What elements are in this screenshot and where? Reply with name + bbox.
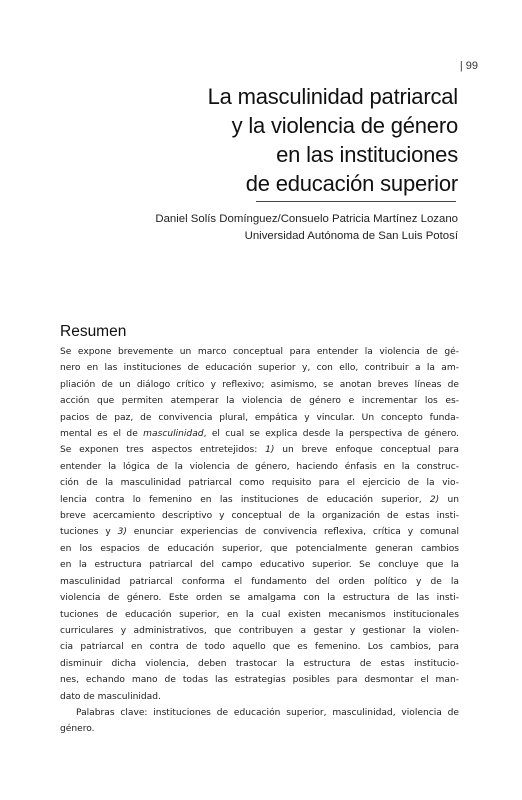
abstract-line: en la estructura patriarcal del campo educativo superior. Se concluye que la bbox=[60, 560, 459, 571]
abstract-line: mental es el de masculinidad, el cual se explica desde la perspectiva de género. bbox=[60, 429, 459, 440]
author-names: Daniel Solís Domínguez/Consuelo Patricia Martínez Lozano bbox=[155, 213, 458, 225]
title-line: y la violencia de género bbox=[231, 113, 458, 138]
italic-term: masculinidad bbox=[143, 429, 204, 440]
title-line: de educación superior bbox=[245, 171, 458, 196]
abstract-line: nes, echando mano de todas las estrategias posibles para desmontar el man- bbox=[60, 675, 459, 686]
abstract-line: cia patriarcal en contra de todo aquello que es femenino. Los cambios, para bbox=[60, 642, 459, 653]
abstract-line: Se exponen tres aspectos entretejidos: 1) un breve enfoque conceptual para bbox=[60, 445, 459, 456]
italic-term: 1) bbox=[265, 445, 275, 456]
abstract-heading: Resumen bbox=[60, 323, 127, 340]
abstract-line: pacios de paz, de convivencia plural, empática y vincular. Un concepto funda- bbox=[60, 412, 459, 423]
author-affiliation: Universidad Autónoma de San Luis Potosí bbox=[244, 230, 458, 242]
abstract-body bbox=[60, 344, 459, 738]
abstract-line: entender la lógica de la violencia de género, haciendo énfasis en la construc- bbox=[60, 461, 459, 472]
page-number-separator: | bbox=[459, 60, 463, 72]
abstract-line: acción que permiten atemperar la violencia de género e incrementar los es- bbox=[60, 396, 459, 407]
abstract-line: disminuir dicha violencia, deben trastocar la estructura de estas institucio- bbox=[60, 658, 459, 669]
abstract-line: tuciones y 3) enunciar experiencias de convivencia reflexiva, crítica y comunal bbox=[60, 527, 459, 538]
page-number-value: 99 bbox=[465, 60, 478, 72]
abstract-line: tuciones de educación superior, en la cual existen mecanismos institucionales bbox=[60, 609, 459, 620]
title-line: en las instituciones bbox=[276, 142, 458, 167]
abstract-line: masculinidad patriarcal conforma el fundamento del orden político y de la bbox=[60, 576, 459, 587]
author-block bbox=[38, 211, 458, 245]
abstract-line: breve acercamiento descriptivo y conceptual de la organización de estas insti- bbox=[60, 511, 459, 522]
abstract-line: violencia de género. Este orden se amalgama con la estructura de las insti- bbox=[60, 593, 459, 604]
title-line: La masculinidad patriarcal bbox=[207, 84, 458, 109]
italic-term: 2) bbox=[429, 494, 440, 505]
italic-term: 3) bbox=[117, 527, 127, 538]
abstract-line: pliación de un diálogo crítico y reflexivo; asimismo, se anotan breves líneas de bbox=[60, 379, 459, 390]
keywords-line: género. bbox=[60, 724, 95, 735]
abstract-line: ción de la masculinidad patriarcal como requisito para el ejercicio de la vio- bbox=[60, 478, 459, 489]
abstract-line: lencia contra lo femenino en las instituciones de educación superior, 2) un bbox=[60, 494, 459, 505]
abstract-line: nero en las instituciones de educación superior y, con ello, contribuir a la am- bbox=[60, 363, 459, 374]
article-title bbox=[78, 82, 458, 198]
page-number bbox=[460, 60, 478, 72]
abstract-line: dato de masculinidad. bbox=[60, 691, 161, 702]
keywords-line: Palabras clave: instituciones de educación superior, masculinidad, violencia de bbox=[76, 707, 459, 718]
abstract-line: Se expone brevemente un marco conceptual para entender la violencia de gé- bbox=[60, 347, 459, 357]
abstract-line: curriculares y administrativos, que contribuyen a gestar y gestionar la violen- bbox=[60, 625, 459, 636]
abstract-line: en los espacios de educación superior, que potencialmente generan cambios bbox=[60, 543, 459, 554]
title-divider bbox=[256, 201, 456, 202]
